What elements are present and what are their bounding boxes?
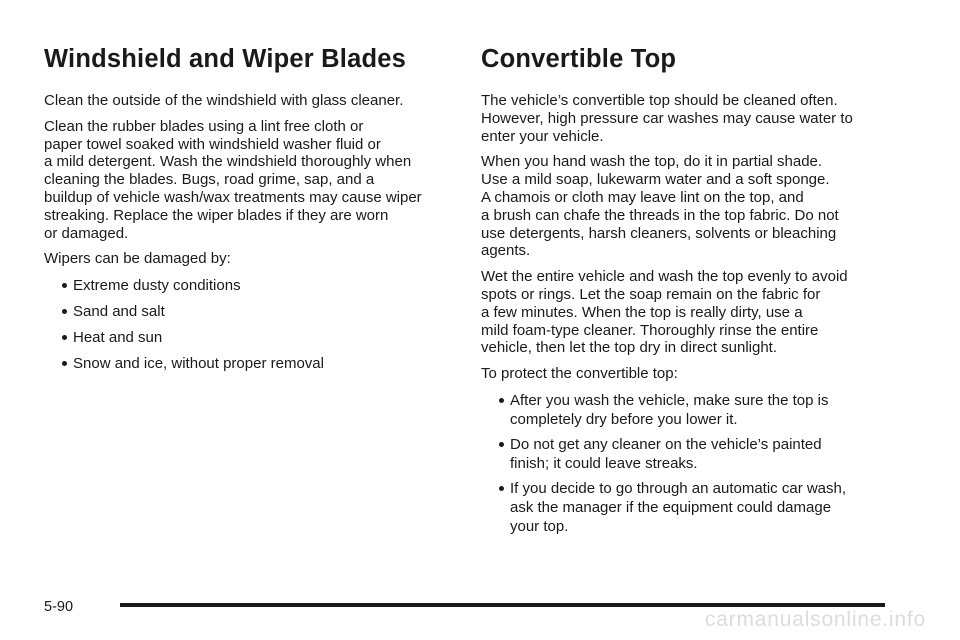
list-item-text: Snow and ice, without proper removal [73, 355, 324, 373]
section-title-windshield: Windshield and Wiper Blades [44, 45, 406, 73]
bullet-icon [499, 486, 504, 491]
list-item [44, 355, 454, 374]
list-item-text: Heat and sun [73, 329, 163, 347]
right-column [481, 42, 901, 543]
list-item-text: Do not get any cleaner on the vehicle’s painted finish; it could leave streaks. [510, 436, 822, 472]
bullet-icon [62, 335, 67, 340]
bullet-icon [62, 283, 67, 288]
list-item-text: Extreme dusty conditions [73, 277, 241, 295]
bullet-icon [499, 398, 504, 403]
bullet-icon [62, 361, 67, 366]
paragraph: To protect the convertible top: [481, 365, 678, 383]
wiper-damage-list [44, 277, 454, 374]
list-item [481, 392, 901, 429]
section-title-convertible-top: Convertible Top [481, 45, 677, 73]
list-item [44, 303, 454, 322]
paragraph: Wipers can be damaged by: [44, 250, 231, 268]
list-item-text: If you decide to go through an automatic car wash, ask the manager if the equipment could damage your top. [510, 480, 847, 535]
list-item-text: Sand and salt [73, 303, 165, 321]
bullet-icon [62, 309, 67, 314]
paragraph: Clean the rubber blades using a lint free cloth or paper towel soaked with windshield washer fluid or a mild detergent. Wash the windshield thoroughly when cleaning the blades. Bugs, road grime, sap, and a buildup of vehicle wash/wax treatments may cause wiper streaking. Replace the wiper blades if they are worn or damaged. [44, 117, 422, 242]
bullet-icon [499, 442, 504, 447]
paragraph: When you hand wash the top, do it in partial shade. Use a mild soap, lukewarm water and a soft sponge. A chamois or cloth may leave lint on the top, and a brush can chafe the threads in the top fabric. Do not use detergents, harsh cleaners, solvents or bleaching agents. [481, 153, 839, 260]
paragraph: Clean the outside of the windshield with glass cleaner. [44, 92, 404, 109]
watermark: carmanualsonline.info [704, 608, 926, 631]
list-item-text: After you wash the vehicle, make sure the top is completely dry before you lower it. [510, 391, 829, 428]
page-number: 5-90 [44, 599, 74, 615]
list-item [481, 436, 901, 473]
list-item [44, 329, 454, 348]
paragraph: Wet the entire vehicle and wash the top evenly to avoid spots or rings. Let the soap remain on the fabric for a few minutes. When the top is really dirty, use a mild foam-type cleaner. Thoroughly rinse the entire vehicle, then let the top dry in direct sunlight. [481, 268, 848, 357]
convertible-top-protection-list [481, 392, 901, 536]
paragraph: The vehicle’s convertible top should be cleaned often. However, high pressure car washes may cause water to enter your vehicle. [481, 92, 853, 145]
list-item [44, 277, 454, 296]
left-column [44, 42, 454, 382]
footer-divider [120, 603, 885, 607]
list-item [481, 480, 901, 536]
